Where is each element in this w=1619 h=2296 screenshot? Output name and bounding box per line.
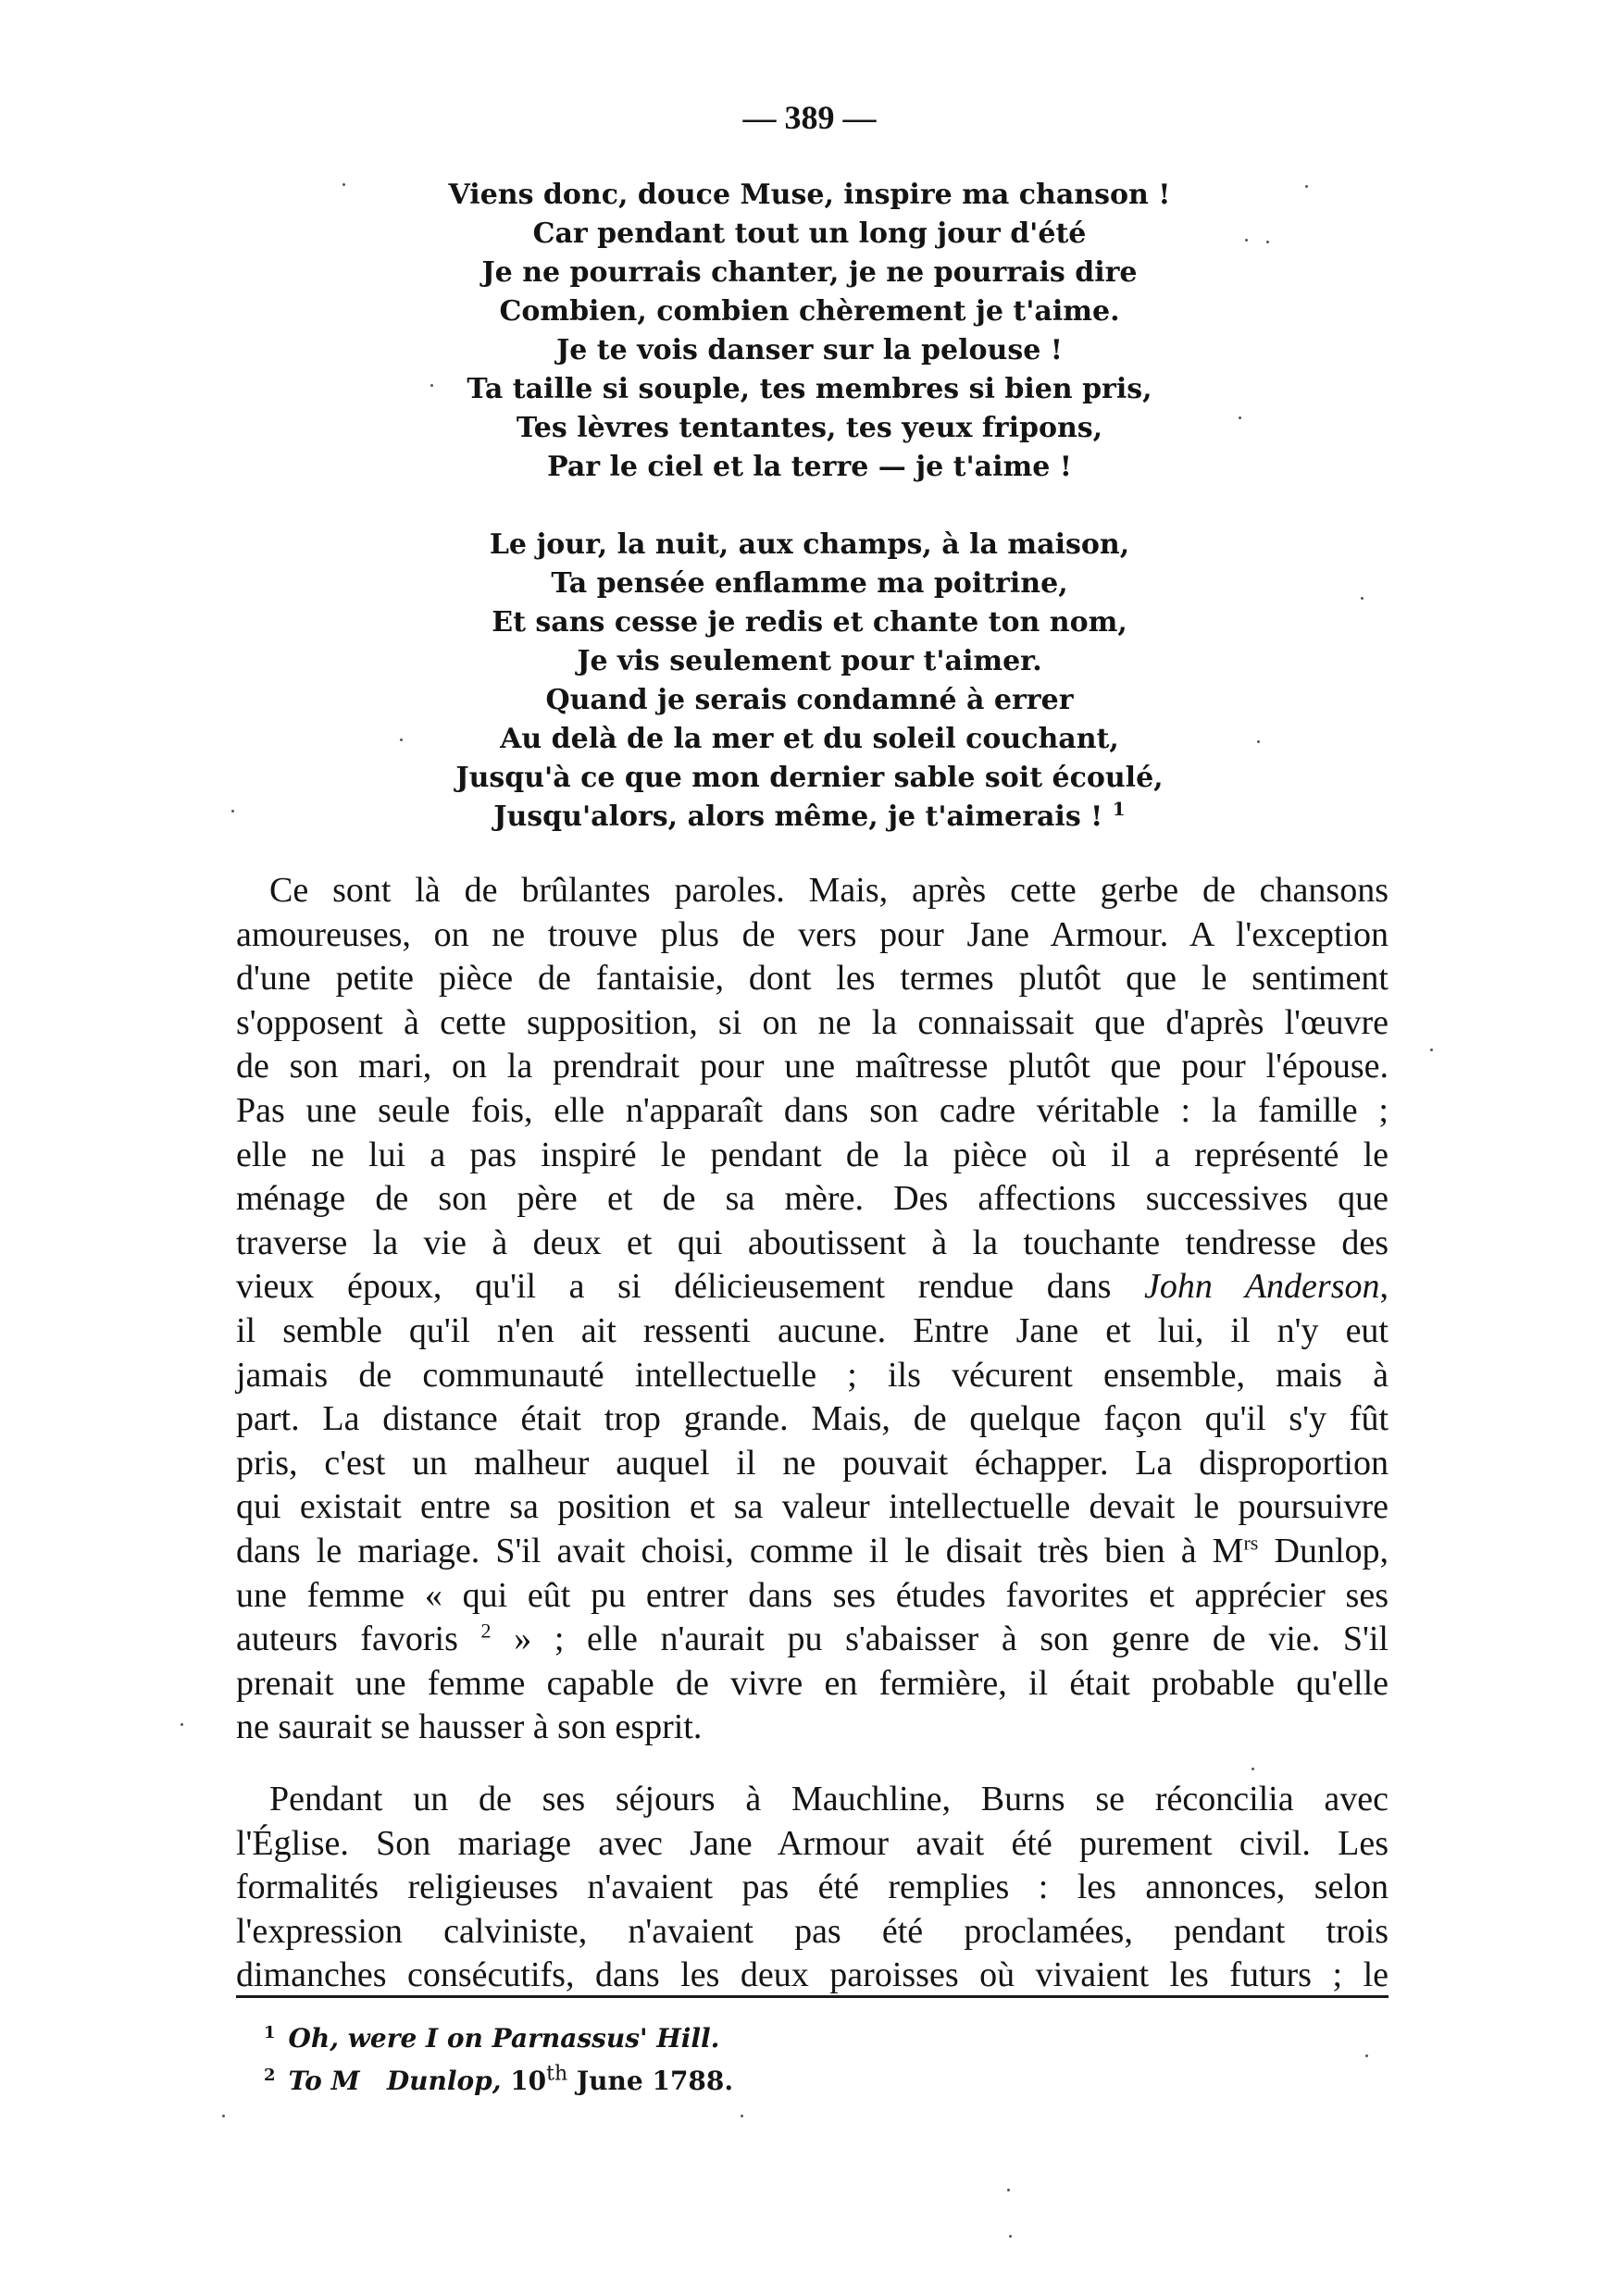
footnote-2: [264, 2060, 1375, 2103]
scan-speck: [1245, 239, 1248, 242]
poem-line: Je ne pourrais chanter, je ne pourrais dire: [481, 256, 1138, 289]
poem-line: Au delà de la mer et du soleil couchant,: [500, 723, 1119, 755]
poem-stanza: [0, 526, 1619, 837]
paragraph-line: pris, c'est un malheur auquel il ne pouvait échapper. La disproportion: [236, 1443, 1389, 1483]
scan-speck: [1239, 416, 1241, 419]
paragraph-line: d'une petite pièce de fantaisie, dont les termes plutôt que le sentiment: [236, 959, 1389, 999]
poem-line: Tes lèvres tentantes, tes yeux fripons,: [516, 412, 1103, 444]
line-text: Dunlop,: [1258, 1531, 1389, 1570]
scan-speck: [1430, 1049, 1433, 1051]
paragraph-line: Pas une seule fois, elle n'apparaît dans son cadre véritable : la famille ;: [236, 1090, 1389, 1130]
superscript: rs: [1243, 1531, 1259, 1555]
superscript: th: [546, 2062, 568, 2086]
footnote-1: [264, 2017, 1375, 2060]
paragraph-line: Pendant un de ses séjours à Mauchline, Burns se réconcilia avec: [269, 1780, 1389, 1818]
line-text: dans le mariage. S'il avait choisi, comme il le disait très bien à M: [236, 1531, 1244, 1570]
poem-line-text: Jusqu'alors, alors même, je t'aimerais !: [493, 800, 1103, 833]
paragraph-line: [236, 1530, 1389, 1574]
paragraph-line: prenait une femme capable de vivre en fermière, il était probable qu'elle: [236, 1663, 1389, 1703]
poem-line: Je vis seulement pour t'aimer.: [577, 645, 1042, 677]
line-text: » ; elle n'aurait pu s'abaisser à son genre de vie. S'il: [491, 1620, 1389, 1659]
paragraph-line: une femme « qui eût pu entrer dans ses études favorites et apprécier ses: [236, 1575, 1389, 1615]
scan-speck: [430, 384, 433, 387]
paragraph-line: jamais de communauté intellectuelle ; ils vécurent ensemble, mais à: [236, 1355, 1389, 1395]
footnote-reference: 2: [480, 1619, 492, 1643]
poem-line: Je te vois danser sur la pelouse !: [556, 334, 1063, 366]
line-text: auteurs favoris: [236, 1620, 481, 1659]
body-paragraph: [236, 1778, 1389, 1998]
poem-line: Par le ciel et la terre — je t'aime !: [547, 451, 1072, 483]
footnotes: [264, 2017, 1375, 2103]
paragraph-line: part. La distance était trop grande. Mais, de quelque façon qu'il s'y fût: [236, 1399, 1389, 1439]
paragraph-line: Ce sont là de brûlantes paroles. Mais, après cette gerbe de chansons: [269, 871, 1389, 910]
paragraph-line: ménage de son père et de sa mère. Des affections successives que: [236, 1179, 1389, 1219]
line-text: vieux époux, qu'il a si délicieusement rendue dans: [236, 1267, 1112, 1307]
scan-speck: [1305, 185, 1308, 188]
scan-speck: [1007, 2189, 1010, 2191]
line-text: ,: [1379, 1267, 1389, 1307]
footnote-number: 2: [264, 2065, 276, 2085]
paragraph-line: elle ne lui a pas inspiré le pendant de la pièce où il a représenté le: [236, 1135, 1389, 1174]
paragraph-line: [236, 1618, 1389, 1662]
paragraph-line: traverse la vie à deux et qui aboutissent à la touchante tendresse des: [236, 1222, 1389, 1262]
scan-speck: [400, 738, 403, 741]
scan-speck: [1257, 740, 1260, 743]
poem-line: Combien, combien chèrement je t'aime.: [499, 295, 1120, 328]
paragraph-line: formalités religieuses n'avaient pas été remplies : les annonces, selon: [236, 1868, 1389, 1907]
paragraph-line: l'Église. Son mariage avec Jane Armour avait été purement civil. Les: [236, 1823, 1389, 1863]
poem-line: Ta taille si souple, tes membres si bien pris,: [467, 373, 1152, 405]
scan-speck: [1266, 241, 1269, 243]
poem-line: Ta pensée enflamme ma poitrine,: [551, 567, 1068, 600]
scan-speck: [342, 183, 345, 186]
footnote-text: To M Dunlop,: [288, 2066, 502, 2096]
paragraph-line: de son mari, on la prendrait pour une maîtresse plutôt que pour l'épouse.: [236, 1047, 1389, 1086]
footnote-number: 1: [264, 2022, 276, 2042]
scan-speck: [222, 2115, 225, 2117]
paragraph-line: ne saurait se hausser à son esprit.: [236, 1707, 703, 1747]
scan-speck: [181, 1723, 183, 1726]
scan-speck: [741, 2115, 743, 2117]
paragraph-line: qui existait entre sa position et sa valeur intellectuelle devait le poursuivre: [236, 1487, 1389, 1527]
scan-speck: [1252, 1768, 1254, 1770]
paragraph-line: l'expression calviniste, n'avaient pas été proclamées, pendant trois: [236, 1911, 1389, 1951]
poem-line: Jusqu'à ce que mon dernier sable soit écoulé,: [455, 762, 1164, 794]
paragraph-line: [236, 1265, 1389, 1309]
poem-line: Le jour, la nuit, aux champs, à la maison,: [489, 528, 1130, 561]
poem-line: Et sans cesse je redis et chante ton nom,: [492, 606, 1127, 639]
footnote-text: Oh, were I on Parnassus' Hill.: [288, 2023, 720, 2054]
scan-speck: [1361, 597, 1364, 600]
scan-speck: [1009, 2235, 1012, 2238]
poem-line: Car pendant tout un long jour d'été: [532, 217, 1087, 250]
paragraph-line: s'opposent à cette supposition, si on ne la connaissait que d'après l'œuvre: [236, 1002, 1389, 1042]
poem-line: Viens donc, douce Muse, inspire ma chanson !: [448, 179, 1171, 211]
footnote-date: June 1788.: [567, 2066, 734, 2096]
scan-speck: [231, 810, 234, 813]
page-number: — 389 —: [742, 99, 877, 136]
paragraph-line: il semble qu'il n'en ait ressenti aucune. Entre Jane et lui, il n'y eut: [236, 1310, 1389, 1350]
footnote-divider: [236, 1995, 1389, 1998]
work-title: John Anderson: [1144, 1267, 1380, 1307]
scan-speck: [1365, 2054, 1368, 2057]
footnote-reference: 1: [1112, 798, 1126, 820]
footnote-date: 10: [501, 2066, 547, 2096]
paragraph-line: amoureuses, on ne trouve plus de vers pour Jane Armour. A l'exception: [236, 914, 1389, 954]
poem-stanza: [0, 176, 1619, 487]
poem-line: Quand je serais condamné à errer: [545, 684, 1074, 716]
poem-line: [0, 798, 1619, 837]
paragraph-line: dimanches consécutifs, dans les deux paroisses où vivaient les futurs ; le: [236, 1955, 1389, 1995]
body-paragraph: [236, 869, 1389, 1750]
